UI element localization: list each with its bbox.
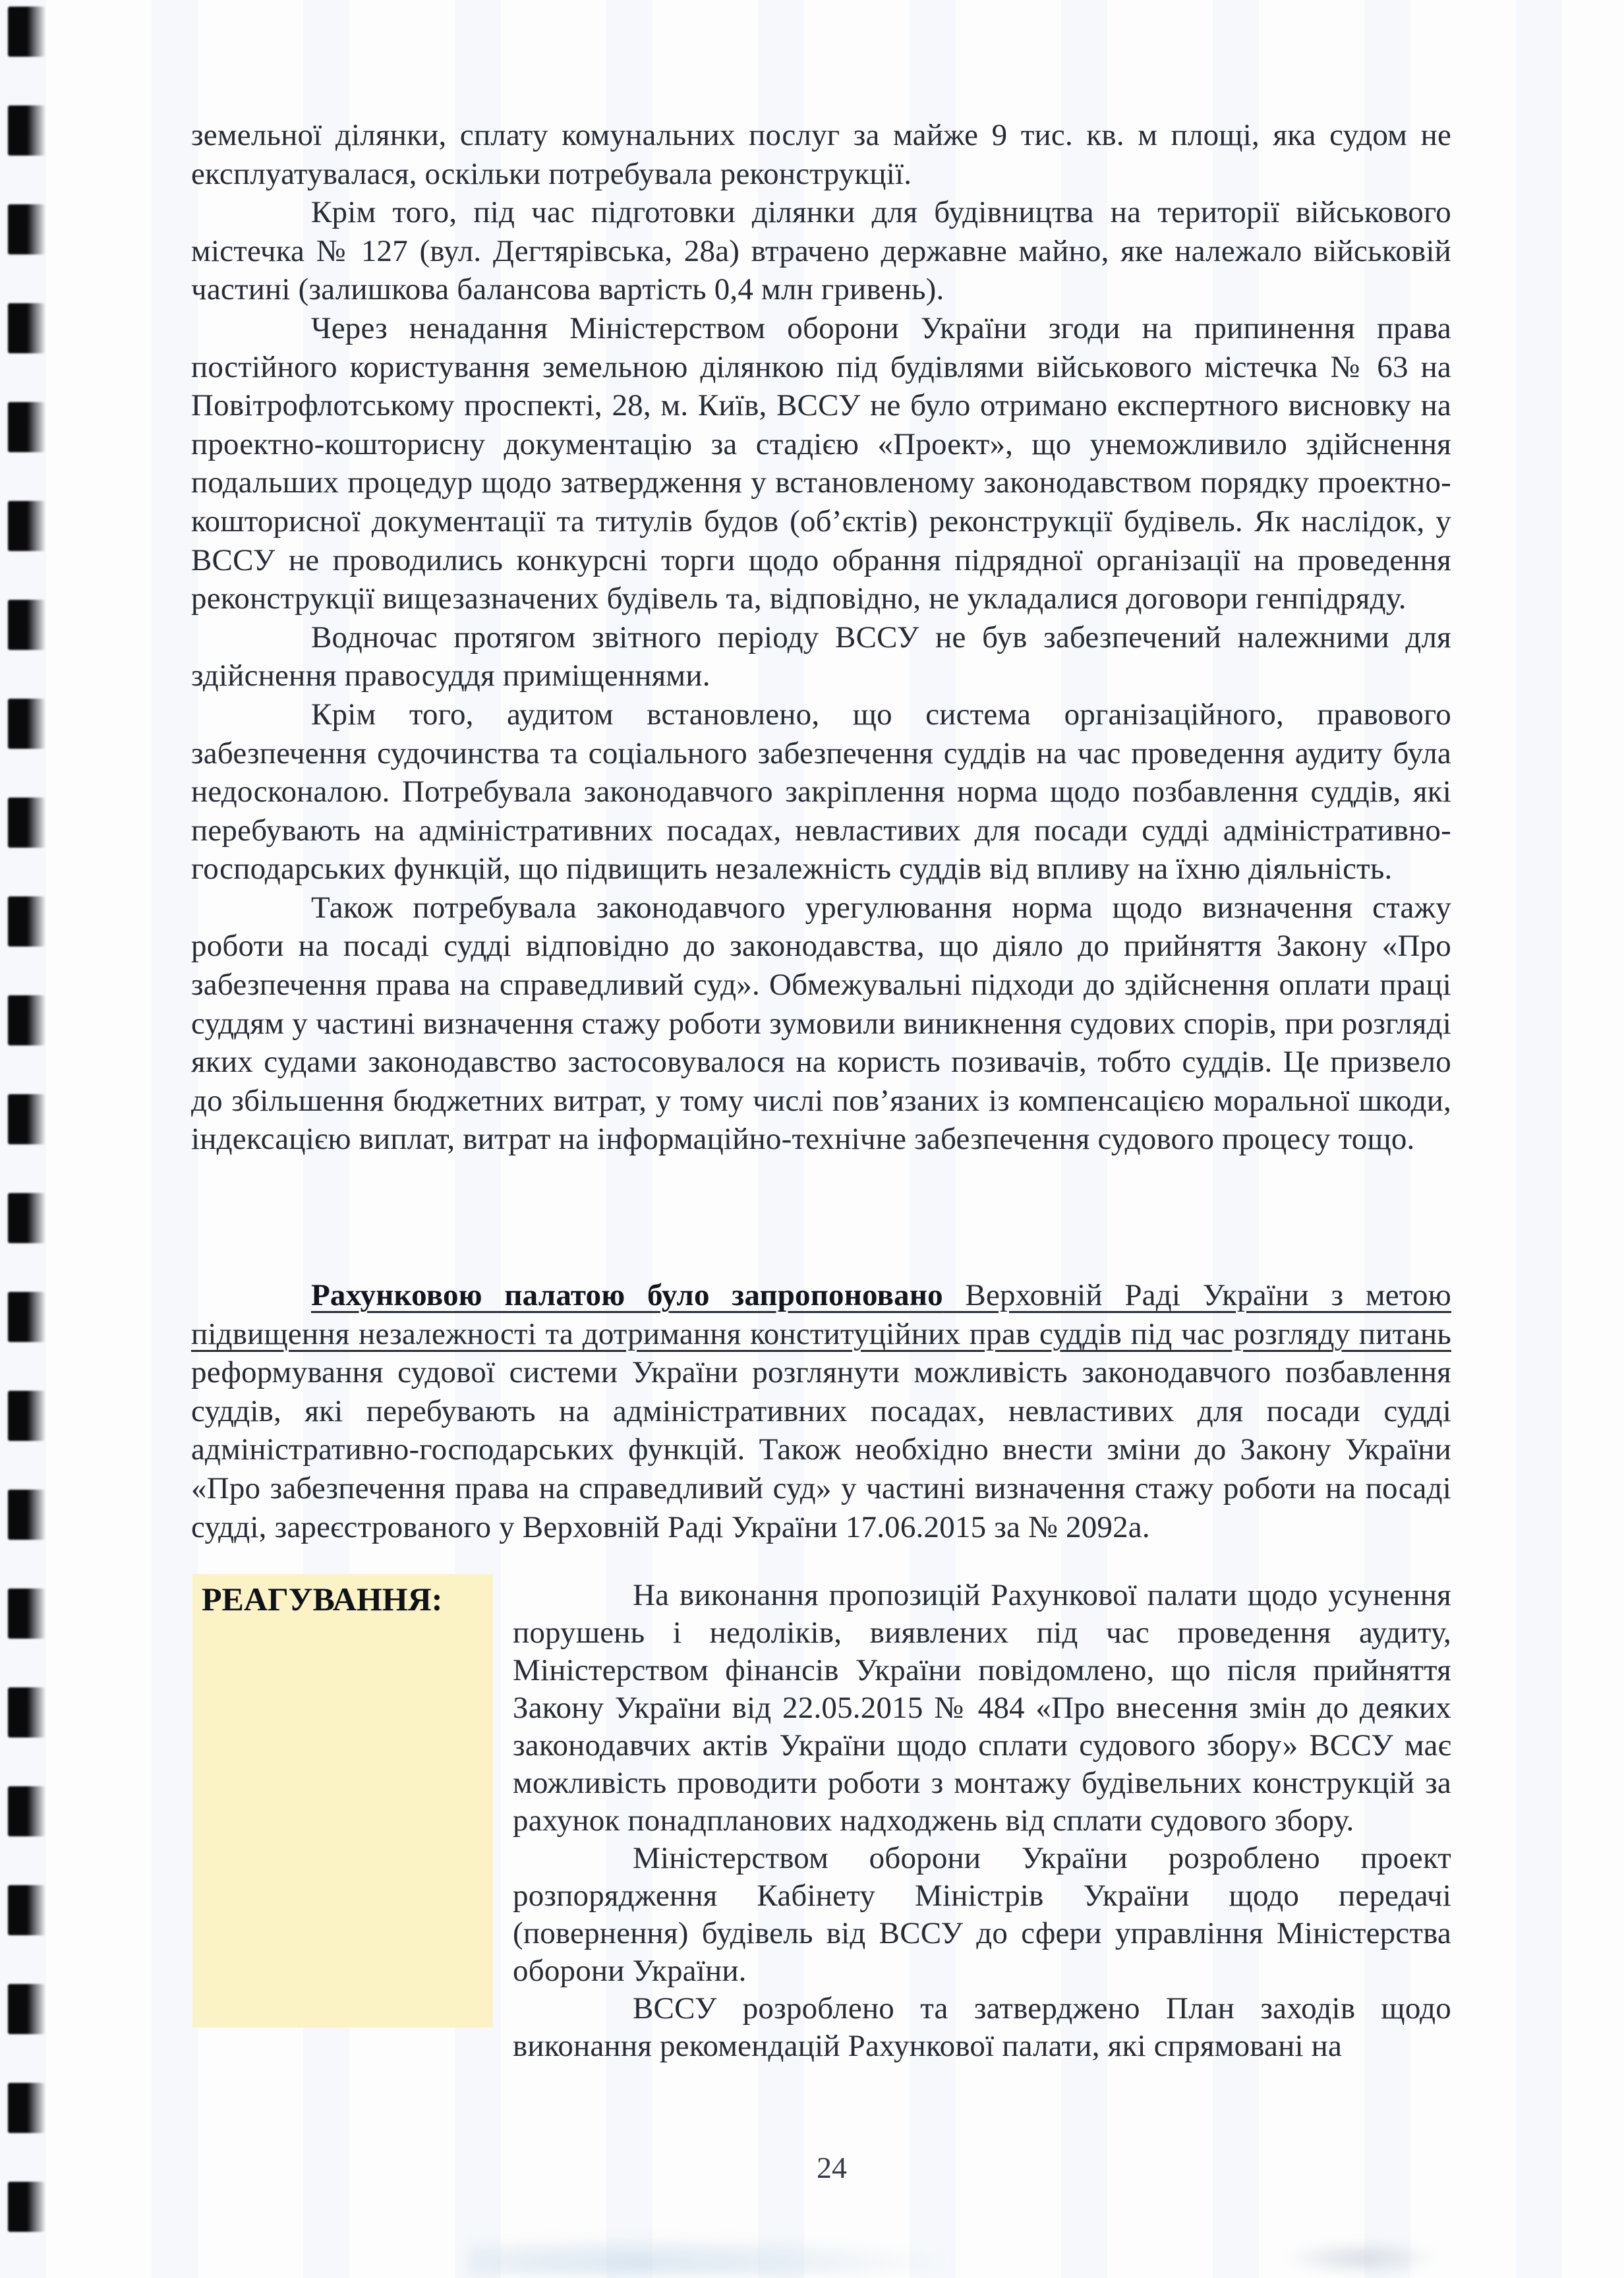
reaction-paragraph: Міністерством оборони України розроблено проект розпорядження Кабінету Міністрів України щодо передачі (повернення) будівель від ВССУ до сфери управління Міністерства оборони України.: [513, 1841, 1451, 1988]
binding-mark: [8, 1193, 45, 1243]
binding-mark: [8, 402, 45, 452]
binding-mark: [8, 303, 45, 353]
binding-mark: [8, 995, 45, 1045]
reaction-highlight-block: [192, 1574, 493, 2028]
binding-mark: [8, 204, 45, 254]
binding-mark: [8, 1885, 45, 1935]
binding-mark: [8, 798, 45, 848]
reaction-paragraph: На виконання пропозицій Рахункової палати щодо усунення порушень і недоліків, виявлених під час проведення аудиту, Міністерством фінансів України повідомлено, що після прийняття Закону України від 22.05.2015 № 484 «Про внесення змін до деяких законодавчих актів України щодо сплати судового збору» ВССУ має можливість проводити роботи з монтажу будівельних конструкцій за рахунок понадпланових надходжень від сплати судового збору.: [513, 1578, 1451, 1838]
body-paragraph: земельної ділянки, сплату комунальних послуг за майже 9 тис. кв. м площі, яка судом не експлуатувалася, оскільки потребувала реконструкції.: [191, 118, 1451, 191]
scan-smudge: [468, 2234, 956, 2277]
body-paragraph: Водночас протягом звітного періоду ВССУ не був забезпечений належними для здійснення правосуддя приміщеннями.: [191, 620, 1451, 693]
body-paragraph: Крім того, аудитом встановлено, що система організаційного, правового забезпечення судочинства та соціального забезпечення суддів на час проведення аудиту була недосконалою. Потребувала законодавчого закріплення норма щодо позбавлення суддів, які перебувають на адміністративних посадах, невластивих для посади судді адміністративно-господарських функцій, що підвищить незалежність суддів від впливу на їхню діяльність.: [191, 697, 1451, 887]
binding-mark: [8, 2182, 45, 2232]
binding-mark: [8, 2083, 45, 2133]
binding-mark: [8, 1292, 45, 1342]
reaction-label: РЕАГУВАННЯ:: [202, 1581, 443, 1618]
body-paragraph: Через ненадання Міністерством оборони України згоди на припинення права постійного користування земельною ділянкою під будівлями військового містечка № 63 на Повітрофлотському проспекті, 28, м. Київ, ВССУ не було отримано експертного висновку на проектно-кошторисну документацію за стадією «Проект», що унеможливило здійснення подальших процедур щодо затвердження у встановленому законодавством порядку проектно-кошторисної документації та титулів будов (об’єктів) реконструкції будівель. Як наслідок, у ВССУ не проводились конкурсні торги щодо обрання підрядної організації на проведення реконструкції вищезазначених будівель та, відповідно, не укладалися договори генпідряду.: [191, 310, 1451, 616]
paragraph-rest-text: реформування судової системи України розглянути можливість законодавчого позбавлення суддів, які перебувають на адміністративних посадах, невластивих для посади судді адміністративно-господарських функцій. Також необхідно внести зміни до Закону України «Про забезпечення права на справедливий суд» у частині визначення стажу роботи на посаді судді, зареєстрованого у Верховній Раді України 17.06.2015 за № 2092а.: [191, 1355, 1451, 1544]
spiral-binding-strip: [0, 0, 99, 2278]
binding-mark: [8, 600, 45, 650]
scan-smudge: [1285, 2240, 1437, 2277]
proposal-paragraph-block: [191, 1276, 1451, 1546]
binding-mark: [8, 1984, 45, 2034]
reaction-text-column: [513, 1577, 1451, 2065]
page-number: 24: [817, 2151, 847, 2184]
binding-mark: [8, 1687, 45, 1738]
body-text-block: [191, 116, 1451, 1159]
binding-mark: [8, 1391, 45, 1441]
underlined-segment: [191, 1278, 1451, 1351]
binding-mark: [8, 105, 45, 156]
binding-mark: [8, 1490, 45, 1540]
bold-underlined-text: Рахунковою палатою було запропоновано: [311, 1278, 943, 1312]
underlined-text: Верховній Раді України з метою підвищення незалежності та дотримання конституційних прав суддів під час розгляду питань: [191, 1278, 1451, 1351]
binding-mark: [8, 7, 45, 57]
body-paragraph: Також потребувала законодавчого урегулювання норма щодо визначення стажу роботи на посаді судді відповідно до законодавства, що діяло до прийняття Закону «Про забезпечення права на справедливий суд». Обмежувальні підходи до здійснення оплати праці суддям у частині визначення стажу роботи зумовили виникнення судових спорів, при розгляді яких судами законодавство застосовувалося на користь позивачів, тобто суддів. Це призвело до збільшення бюджетних витрат, у тому числі пов’язаних із компенсацією моральної шкоди, індексацією виплат, витрат на інформаційно-технічне забезпечення судового процесу тощо.: [191, 890, 1451, 1157]
binding-mark: [8, 896, 45, 947]
reaction-paragraph: ВССУ розроблено та затверджено План заходів щодо виконання рекомендацій Рахункової палати, які спрямовані на: [513, 1991, 1451, 2063]
binding-mark: [8, 501, 45, 551]
body-paragraph: Крім того, під час підготовки ділянки для будівництва на території військового містечка № 127 (вул. Дегтярівська, 28а) втрачено державне майно, яке належало військовій частині (залишкова балансова вартість 0,4 млн гривень).: [191, 195, 1451, 307]
proposal-paragraph: [191, 1276, 1451, 1546]
binding-mark: [8, 1589, 45, 1639]
binding-mark: [8, 699, 45, 749]
binding-mark: [8, 1094, 45, 1144]
binding-mark: [8, 1786, 45, 1836]
